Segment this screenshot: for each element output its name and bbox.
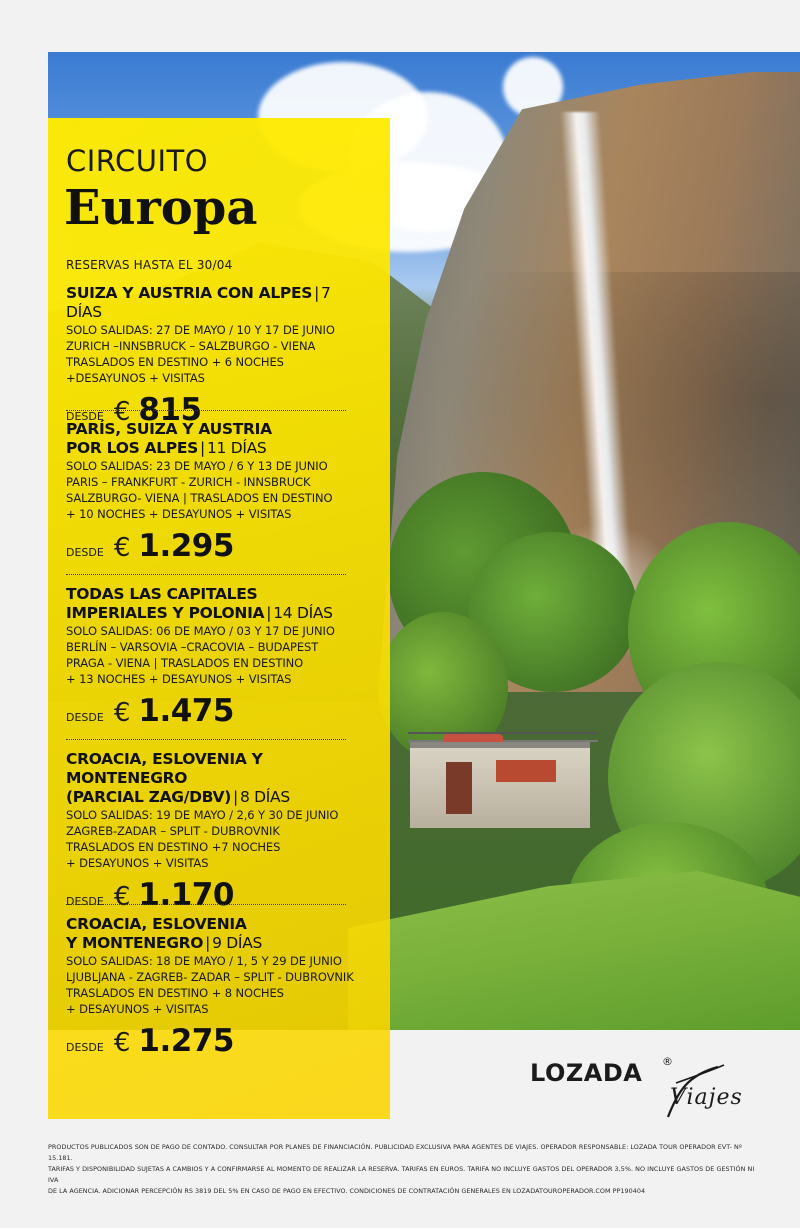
legal-disclaimer [48,1142,760,1197]
tour-price: 1.295 [138,528,234,564]
tour-detail: + 13 NOCHES + DESAYUNOS + VISITAS [66,672,292,686]
tour-price: 815 [138,392,202,428]
tour-name: POR LOS ALPES | 11 DÍAS [66,439,267,457]
currency-symbol: € [113,1028,131,1058]
tour-name: Y MONTENEGRO | 9 DÍAS [66,934,263,952]
kicker: CIRCUITO [66,144,209,178]
from-label: DESDE [66,711,104,724]
tour-price: 1.475 [138,693,234,729]
registered-mark: ® [662,1055,673,1068]
from-label: DESDE [66,1041,104,1054]
building-window [496,760,556,782]
tour-detail: TRASLADOS EN DESTINO + 6 NOCHES [66,355,284,369]
legal-line: TARIFAS Y DISPONIBILIDAD SUJETAS A CAMBIOS Y A CONFIRMARSE AL MOMENTO DE REALIZAR LA RESERVA. TARIFAS EN EUROS. TARIFA NO INCLUYE GASTOS DEL OPERADOR 3,5%. NO INCLUYE GASTOS DE GESTIÓN NI IVA [48,1165,755,1184]
tour-detail: SOLO SALIDAS: 18 DE MAYO / 1, 5 Y 29 DE JUNIO [66,954,342,968]
tour-price: 1.170 [138,877,234,913]
legal-line: DE LA AGENCIA. ADICIONAR PERCEPCIÓN RS 3819 DEL 5% EN CASO DE PAGO EN EFECTIVO. CONDICIONES DE CONTRATACIÓN GENERALES EN LOZADATOUROPERADOR.COM PP190404 [48,1187,646,1195]
from-label: DESDE [66,410,104,423]
tour-name: SUIZA Y AUSTRIA CON ALPES | 7 DÍAS [66,284,331,321]
dotted-divider [66,904,346,905]
tour-detail: + DESAYUNOS + VISITAS [66,1002,209,1016]
tour-duration: 9 DÍAS [212,934,263,952]
tour-name: PARÍS, SUIZA Y AUSTRIA [66,420,272,438]
building-railing [408,732,598,742]
tour-duration: 7 DÍAS [66,284,331,321]
currency-symbol: € [113,698,131,728]
tour-detail: SOLO SALIDAS: 19 DE MAYO / 2,6 Y 30 DE JUNIO [66,808,339,822]
tour-detail: + 10 NOCHES + DESAYUNOS + VISITAS [66,507,292,521]
currency-symbol: € [113,882,131,912]
price-row [66,877,366,913]
lozada-logo[interactable] [530,1055,770,1125]
tour-item[interactable] [66,915,366,1059]
tour-item[interactable] [66,420,366,564]
tour-detail: PARIS – FRANKFURT - ZURICH - INNSBRUCK [66,475,311,489]
building-door [446,762,472,814]
tour-name: TODAS LAS CAPITALES [66,585,258,603]
tour-name: CROACIA, ESLOVENIA Y MONTENEGRO [66,750,263,787]
tour-detail: SOLO SALIDAS: 23 DE MAYO / 6 Y 13 DE JUNIO [66,459,328,473]
building [410,742,590,828]
tour-detail: ZURICH –INNSBRUCK – SALZBURGO - VIENA [66,339,316,353]
tour-item[interactable] [66,284,366,428]
tour-detail: SALZBURGO- VIENA | TRASLADOS EN DESTINO [66,491,333,505]
price-row [66,1023,366,1059]
tour-detail: LJUBLJANA - ZAGREB- ZADAR – SPLIT - DUBROVNIK [66,970,354,984]
tour-duration: 11 DÍAS [206,439,267,457]
tour-item[interactable] [66,585,366,729]
legal-line: PRODUCTOS PUBLICADOS SON DE PAGO DE CONTADO. CONSULTAR POR PLANES DE FINANCIACIÓN. PUBLICIDAD EXCLUSIVA PARA AGENTES DE VIAJES. OPERADOR RESPONSABLE: LOZADA TOUR OPERADOR EVT- Nº 15.181. [48,1143,742,1162]
tour-detail: PRAGA - VIENA | TRASLADOS EN DESTINO [66,656,304,670]
logo-wordmark: LOZADA [530,1059,643,1087]
dotted-divider [66,574,346,575]
tour-detail: +DESAYUNOS + VISITAS [66,371,205,385]
tour-detail: SOLO SALIDAS: 06 DE MAYO / 03 Y 17 DE JUNIO [66,624,335,638]
dotted-divider [66,739,346,740]
tour-detail: ZAGREB-ZADAR – SPLIT - DUBROVNIK [66,824,280,838]
tour-duration: 8 DÍAS [239,788,290,806]
price-row [66,693,366,729]
offer-panel [48,118,390,1119]
tour-name: CROACIA, ESLOVENIA [66,915,247,933]
tour-detail: + DESAYUNOS + VISITAS [66,856,209,870]
tour-detail: TRASLADOS EN DESTINO + 8 NOCHES [66,986,284,1000]
tour-name: (PARCIAL ZAG/DBV) | 8 DÍAS [66,788,290,806]
tour-detail: BERLÍN – VARSOVIA –CRACOVIA – BUDAPEST [66,640,319,654]
logo-script: Viajes [670,1085,743,1110]
booking-deadline: RESERVAS HASTA EL 30/04 [66,258,233,272]
price-row [66,528,366,564]
dotted-divider [66,410,346,411]
tour-detail: TRASLADOS EN DESTINO +7 NOCHES [66,840,281,854]
tour-price: 1.275 [138,1023,234,1059]
tour-duration: 14 DÍAS [273,604,333,622]
currency-symbol: € [113,533,131,563]
tour-name: IMPERIALES Y POLONIA | 14 DÍAS [66,604,333,622]
tour-detail: SOLO SALIDAS: 27 DE MAYO / 10 Y 17 DE JUNIO [66,323,335,337]
page-title: Europa [64,180,258,236]
currency-symbol: € [113,397,131,427]
tour-item[interactable] [66,750,366,913]
from-label: DESDE [66,895,104,908]
from-label: DESDE [66,546,104,559]
